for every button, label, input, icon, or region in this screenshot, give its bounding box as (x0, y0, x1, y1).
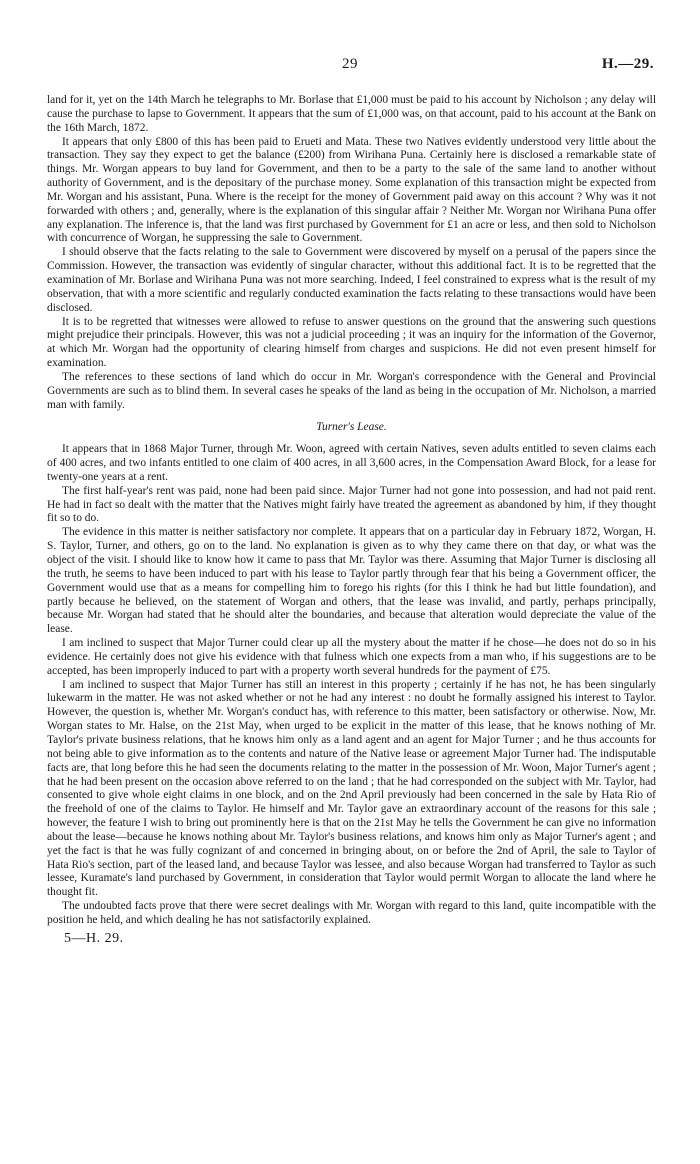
paragraph: The first half-year's rent was paid, none had been paid since. Major Turner had not gone into possession, and had not paid rent. He had in fact so dealt with the matter that the Natives might fairly have treated the agreement as abandoned by him, if they thought fit so to do. (47, 484, 656, 525)
paragraph: It appears that in 1868 Major Turner, through Mr. Woon, agreed with certain Natives, seven adults entitled to seven claims each of 400 acres, and two infants entitled to one claim of 400 acres, in all 3,600 acres, in the Compensation Award Block, for a lease for twenty-one years at a rent. (47, 443, 656, 483)
paragraph: I am inclined to suspect that Major Turner has still an interest in this property ; certainly if he has not, he has been singularly lukewarm in the matter. He was not asked whether or not he had any interest : no doubt he formally assigned his interest to Taylor. However, the question is, whether Mr. Worgan's conduct has, with reference to this matter, been satisfactory or otherwise. Now, Mr. Worgan states to Mr. Halse, on the 21st May, when urged to be explicit in the matter of this lease, that he knows nothing of Mr. Taylor's private business relations, that he knows him only as a land agent and an agent for Major Turner ; and he thus accounts for not being able to give information as to the contents and nature of the Native lease or agreement Major Turner had. The indisputable facts are, that long before this he had seen the documents relating to the matter in the possession of Mr. Woon, Major Turner's agent ; that he had been present on the occasion above referred to on the land ; that he had corresponded on the subject with Mr. Taylor, had consented to give whole eight claims in one block, and on the 2nd April previously had been concerned in the sale by Hata Rio of the freehold of one of the claims to Taylor. He himself and Mr. Taylor gave an extraordinary account of the reasons for this sale ; however, the feature I wish to bring out prominently here is that on the 21st May he tells the Government he can give no information about the lease—because he knows nothing about Mr. Taylor's business relations, and knows him only as Major Turner's agent ; and yet the fact is that he was fully cognizant of and concerned in bringing about, on or before the 2nd of April, the sale to Taylor of Hata Rio's section, part of the leased land, and because Taylor was lessee, and also because Worgan had transferred to Taylor as such lessee, Kuramate's land purchased by Government, in consideration that Taylor would permit Worgan to allocate the land where he thought fit. (47, 678, 656, 899)
paragraph: land for it, yet on the 14th March he telegraphs to Mr. Borlase that £1,000 must be paid to his account by Nicholson ; any delay will cause the purchase to lapse to Government. It appears that the sum of £1,000 was, on that account, paid to his account at the Bank on the 16th March, 1872. (47, 94, 656, 134)
paragraph: The references to these sections of land which do occur in Mr. Worgan's correspondence with the General and Provincial Governments are such as to blind them. In several cases he speaks of the land as being in the occupation of Mr. Nicholson, a married man with family. (47, 370, 656, 411)
paragraph: The undoubted facts prove that there were secret dealings with Mr. Worgan with regard to this land, quite incompatible with the position he held, and which dealing he has not satisfactorily explained. (47, 900, 656, 926)
section-heading: Turner's Lease. (316, 421, 387, 434)
page-number: 29 (342, 56, 358, 72)
document-body (47, 94, 656, 946)
paragraph: It is to be regretted that witnesses were allowed to refuse to answer questions on the ground that the answering such questions might prejudice their principals. However, this was not a judicial proceeding ; it was an inquiry for the information of the Governor, at which Mr. Worgan had the opportunity of clearing himself from charges and suspicions. He did not even present himself for examination. (47, 315, 656, 370)
signature-mark: 5—H. 29. (64, 930, 124, 946)
document-reference: H.—29. (601, 56, 654, 72)
paragraph: I should observe that the facts relating to the sale to Government were discovered by myself on a perusal of the papers since the Commission. However, the transaction was evidently of singular character, without this additional fact. It is to be regretted that the examination of Mr. Borlase and Wirihana Puna was not more searching. Indeed, I feel constrained to express what is the result of my observation, that with a more scientific and regularly conducted examination the facts relating to these transactions would have been disclosed. (47, 246, 656, 314)
paragraph: It appears that only £800 of this has been paid to Erueti and Mata. These two Natives evidently understood very little about the transaction. They say they expect to get the balance (£200) from Wirihana Puna. Certainly here is disclosed a remarkable state of things. Mr. Worgan appears to buy land for Government, and then to be a party to the sale of the same land to another without authority of Government, and is the depositary of the purchase money. Some explanation of this transaction might be expected from Mr. Worgan and his assistant, Puna. Where is the receipt for the money of Government paid away on this account ? Why was it not forwarded with others ; and, generally, where is the explanation of this singular affair ? Neither Mr. Worgan nor Wirihana Puna offer any explanation. The inference is, that the land was first purchased by Government for £1 an acre or less, and then sold to Nicholson with concurrence of Worgan, he suppressing the sale to Government. (47, 135, 656, 245)
paragraph: The evidence in this matter is neither satisfactory nor complete. It appears that on a particular day in February 1872, Worgan, H. S. Taylor, Turner, and others, go on to the land. No explanation is given as to why they came there on that day, or what was the object of the visit. I should like to know how it came to pass that Mr. Taylor was there. Assuming that Major Turner is disclosing all the truth, he seems to have been induced to part with his lease to Taylor partly through fear that his being a Government officer, the Government would use that as a means for compelling him to forego his rights (for this I think he had but little foundation), and partly because he believed, on the statement of Worgan and others, that the lease was invalid, and partly, perhaps principally, because Mr. Worgan had stated that he should alter the boundaries, and because that alteration would depreciate the value of the lease. (47, 526, 656, 636)
paragraph: I am inclined to suspect that Major Turner could clear up all the mystery about the matter if he chose—he does not do so in his evidence. He certainly does not give his evidence with that fulness which one expects from a man who, if his suggestions are to be accepted, has been improperly induced to part with a property worth several hundreds for the payment of £75. (47, 637, 656, 677)
